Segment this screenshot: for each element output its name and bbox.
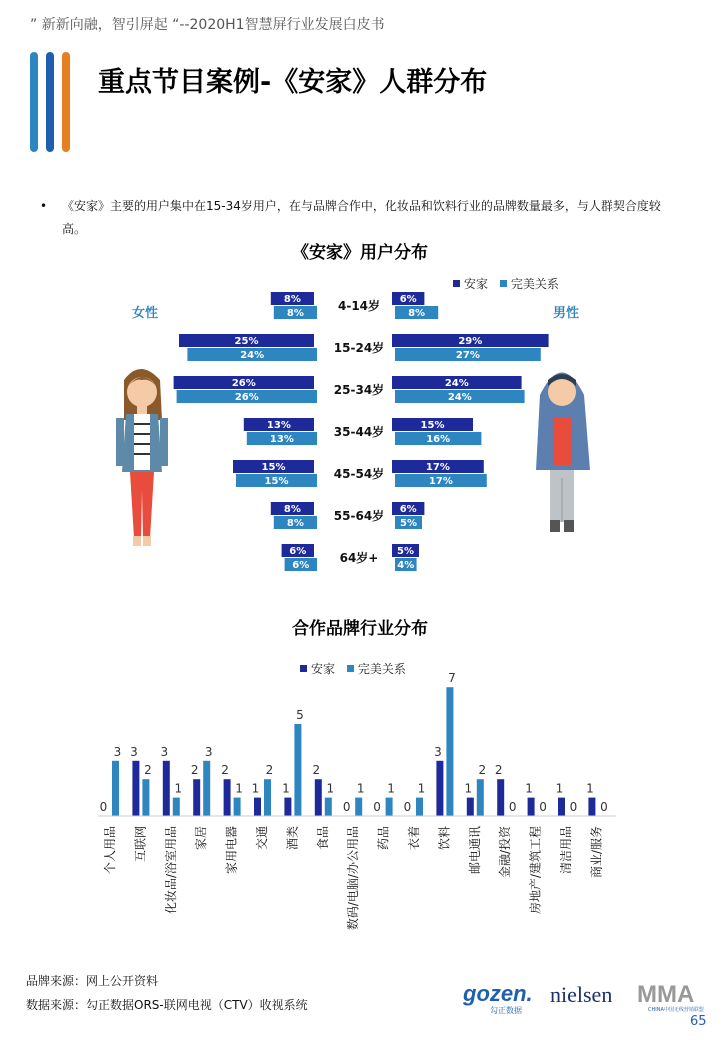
- anjia-bar: [315, 779, 322, 816]
- bar-value-label: 1: [174, 781, 183, 796]
- page-number: 65: [690, 1014, 707, 1029]
- perfect-bar: [173, 798, 180, 816]
- bar-value-label: 1: [464, 781, 473, 796]
- bar-value-label: 26%: [231, 378, 256, 389]
- bar-value-label: 8%: [283, 504, 301, 515]
- anjia-bar: [528, 798, 535, 816]
- anjia-bar: [193, 779, 200, 816]
- bar-value-label: 5: [296, 708, 304, 722]
- category-label: 家用电器: [224, 826, 239, 875]
- bar-value-label: 17%: [425, 462, 450, 473]
- category-label: 食品: [315, 826, 330, 851]
- bar-value-label: 15%: [420, 420, 445, 431]
- bar-value-label: 5%: [400, 518, 417, 529]
- header-quote: ” 新新向融，智引屏起 “--2020H1智慧屏行业发展白皮书: [30, 17, 385, 33]
- perfect-bar: [325, 798, 332, 816]
- category-label: 交通: [255, 826, 269, 851]
- bar-value-label: 0: [569, 800, 578, 814]
- perfect-bar: [294, 724, 301, 816]
- mma-logo-sub: CHINA中国无线营销联盟: [648, 1007, 704, 1013]
- bar-value-label: 0: [539, 800, 547, 814]
- anjia-bar: [163, 761, 170, 816]
- bar-value-label: 3: [130, 744, 138, 759]
- chart-title-industry-distribution: 合作品牌行业分布: [292, 619, 428, 639]
- bar-value-label: 3: [204, 744, 213, 759]
- bar-value-label: 0: [403, 800, 412, 814]
- bar-value-label: 3: [113, 744, 122, 759]
- category-label: 药品: [376, 826, 391, 851]
- bar-value-label: 1: [387, 781, 395, 796]
- bar-value-label: 6%: [399, 504, 417, 515]
- category-label: 家居: [194, 826, 209, 851]
- anjia-bar: [132, 761, 139, 816]
- perfect-bar: [416, 798, 423, 816]
- perfect-bar: [203, 761, 210, 816]
- bar-value-label: 6%: [399, 294, 417, 305]
- data-source: 数据来源：勾正数据ORS-联网电视（CTV）收视系统: [26, 998, 308, 1012]
- brand-source: 品牌来源：网上公开资料: [26, 974, 159, 988]
- bar-value-label: 13%: [266, 420, 291, 431]
- age-category-label: 25-34岁: [333, 383, 385, 397]
- bar-value-label: 2: [265, 763, 274, 778]
- bar-value-label: 24%: [447, 392, 472, 403]
- category-label: 清洁用品: [559, 826, 573, 875]
- nielsen-logo: nielsen: [550, 982, 613, 1007]
- bar-value-label: 15%: [261, 462, 286, 473]
- male-label: 男性: [553, 306, 580, 321]
- legend-label-perfect: 完美关系: [510, 277, 559, 291]
- perfect-bar: [264, 779, 271, 816]
- anjia-bar: [558, 798, 565, 816]
- perfect-bar: [386, 798, 393, 816]
- anjia-bar: [436, 761, 443, 816]
- anjia-bar: [284, 798, 291, 816]
- legend-label-perfect: 完美关系: [357, 662, 406, 676]
- category-label: 数码/电脑/办公用品: [346, 826, 361, 931]
- bar-value-label: 2: [221, 763, 229, 778]
- chart2-marks: [98, 671, 616, 930]
- perfect-bar: [142, 779, 149, 816]
- category-label: 酒类: [285, 826, 300, 851]
- age-category-label: 64岁+: [339, 551, 379, 565]
- bar-value-label: 15%: [264, 476, 289, 487]
- page-title: 重点节目案例-《安家》人群分布: [98, 67, 488, 98]
- perfect-bar: [112, 761, 119, 816]
- bar-value-label: 2: [478, 763, 487, 778]
- bar-value-label: 1: [417, 781, 426, 796]
- bar-value-label: 6%: [292, 560, 310, 571]
- bar-value-label: 3: [434, 744, 442, 759]
- bar-value-label: 0: [99, 800, 108, 814]
- bar-value-label: 6%: [289, 546, 307, 557]
- bar-value-label: 1: [235, 781, 243, 796]
- bar-value-label: 0: [342, 800, 351, 814]
- category-label: 互联网: [133, 826, 148, 863]
- bar-value-label: 4%: [397, 560, 415, 571]
- category-label: 金融/投资: [498, 826, 513, 879]
- bar-value-label: 0: [373, 800, 381, 814]
- bar-value-label: 1: [555, 781, 564, 796]
- age-category-label: 4-14岁: [337, 299, 381, 313]
- bar-value-label: 0: [508, 800, 517, 814]
- category-label: 个人用品: [103, 826, 117, 875]
- perfect-bar: [355, 798, 362, 816]
- bar-value-label: 2: [190, 763, 199, 778]
- category-label: 化妆品/浴室用品: [163, 826, 178, 915]
- age-category-label: 15-24岁: [333, 341, 385, 355]
- mma-logo: MMA: [637, 981, 695, 1008]
- bar-value-label: 13%: [269, 434, 294, 445]
- bar-value-label: 24%: [240, 350, 265, 361]
- legend-label-anjia: 安家: [464, 277, 489, 291]
- bullet-text: 《安家》主要的用户集中在15-34岁用户，在与品牌合作中，化妆品和饮料行业的品牌数量最多，与人群契合度较高。: [62, 199, 661, 236]
- perfect-bar: [477, 779, 484, 816]
- bar-value-label: 26%: [234, 392, 259, 403]
- bar-value-label: 1: [525, 781, 533, 796]
- legend-label-anjia: 安家: [311, 662, 336, 676]
- bar-value-label: 24%: [444, 378, 469, 389]
- bar-value-label: 1: [282, 781, 290, 796]
- bar-value-label: 2: [312, 763, 321, 778]
- bar-value-label: 16%: [426, 434, 451, 445]
- bar-value-label: 0: [600, 800, 608, 814]
- gozen-logo: gozen.: [463, 981, 533, 1006]
- anjia-bar: [224, 779, 231, 816]
- anjia-bar: [467, 798, 474, 816]
- gozen-logo-sub: 勾正数据: [490, 1006, 522, 1015]
- category-label: 房地产/建筑工程: [528, 826, 543, 915]
- bar-value-label: 29%: [458, 336, 483, 347]
- category-label: 饮料: [437, 826, 452, 851]
- perfect-bar: [234, 798, 241, 816]
- chart-title-user-distribution: 《安家》用户分布: [292, 243, 428, 263]
- bullet-marker: •: [40, 199, 48, 213]
- bar-value-label: 3: [160, 744, 169, 759]
- category-label: 衣着: [407, 826, 421, 851]
- bar-value-label: 1: [251, 781, 260, 796]
- category-label: 邮电通讯: [467, 826, 482, 875]
- bar-value-label: 2: [494, 763, 503, 778]
- perfect-bar: [446, 687, 453, 816]
- female-label: 女性: [132, 306, 159, 321]
- anjia-bar: [497, 779, 504, 816]
- bar-value-label: 1: [586, 781, 594, 796]
- age-category-label: 45-54岁: [333, 467, 385, 481]
- age-category-label: 35-44岁: [333, 425, 385, 439]
- bar-value-label: 7: [448, 671, 456, 686]
- bar-value-label: 1: [356, 781, 365, 796]
- bar-value-label: 25%: [234, 336, 259, 347]
- bar-value-label: 8%: [286, 308, 304, 319]
- bar-value-label: 8%: [283, 294, 301, 305]
- anjia-bar: [588, 798, 595, 816]
- bar-value-label: 27%: [455, 350, 480, 361]
- bar-value-label: 8%: [286, 518, 304, 529]
- bar-value-label: 5%: [397, 546, 414, 557]
- bar-value-label: 1: [326, 781, 335, 796]
- age-category-label: 55-64岁: [333, 509, 385, 523]
- anjia-bar: [254, 798, 261, 816]
- bar-value-label: 17%: [428, 476, 453, 487]
- bar-value-label: 8%: [408, 308, 426, 319]
- bar-value-label: 2: [144, 763, 152, 778]
- category-label: 商业/服务: [589, 826, 604, 879]
